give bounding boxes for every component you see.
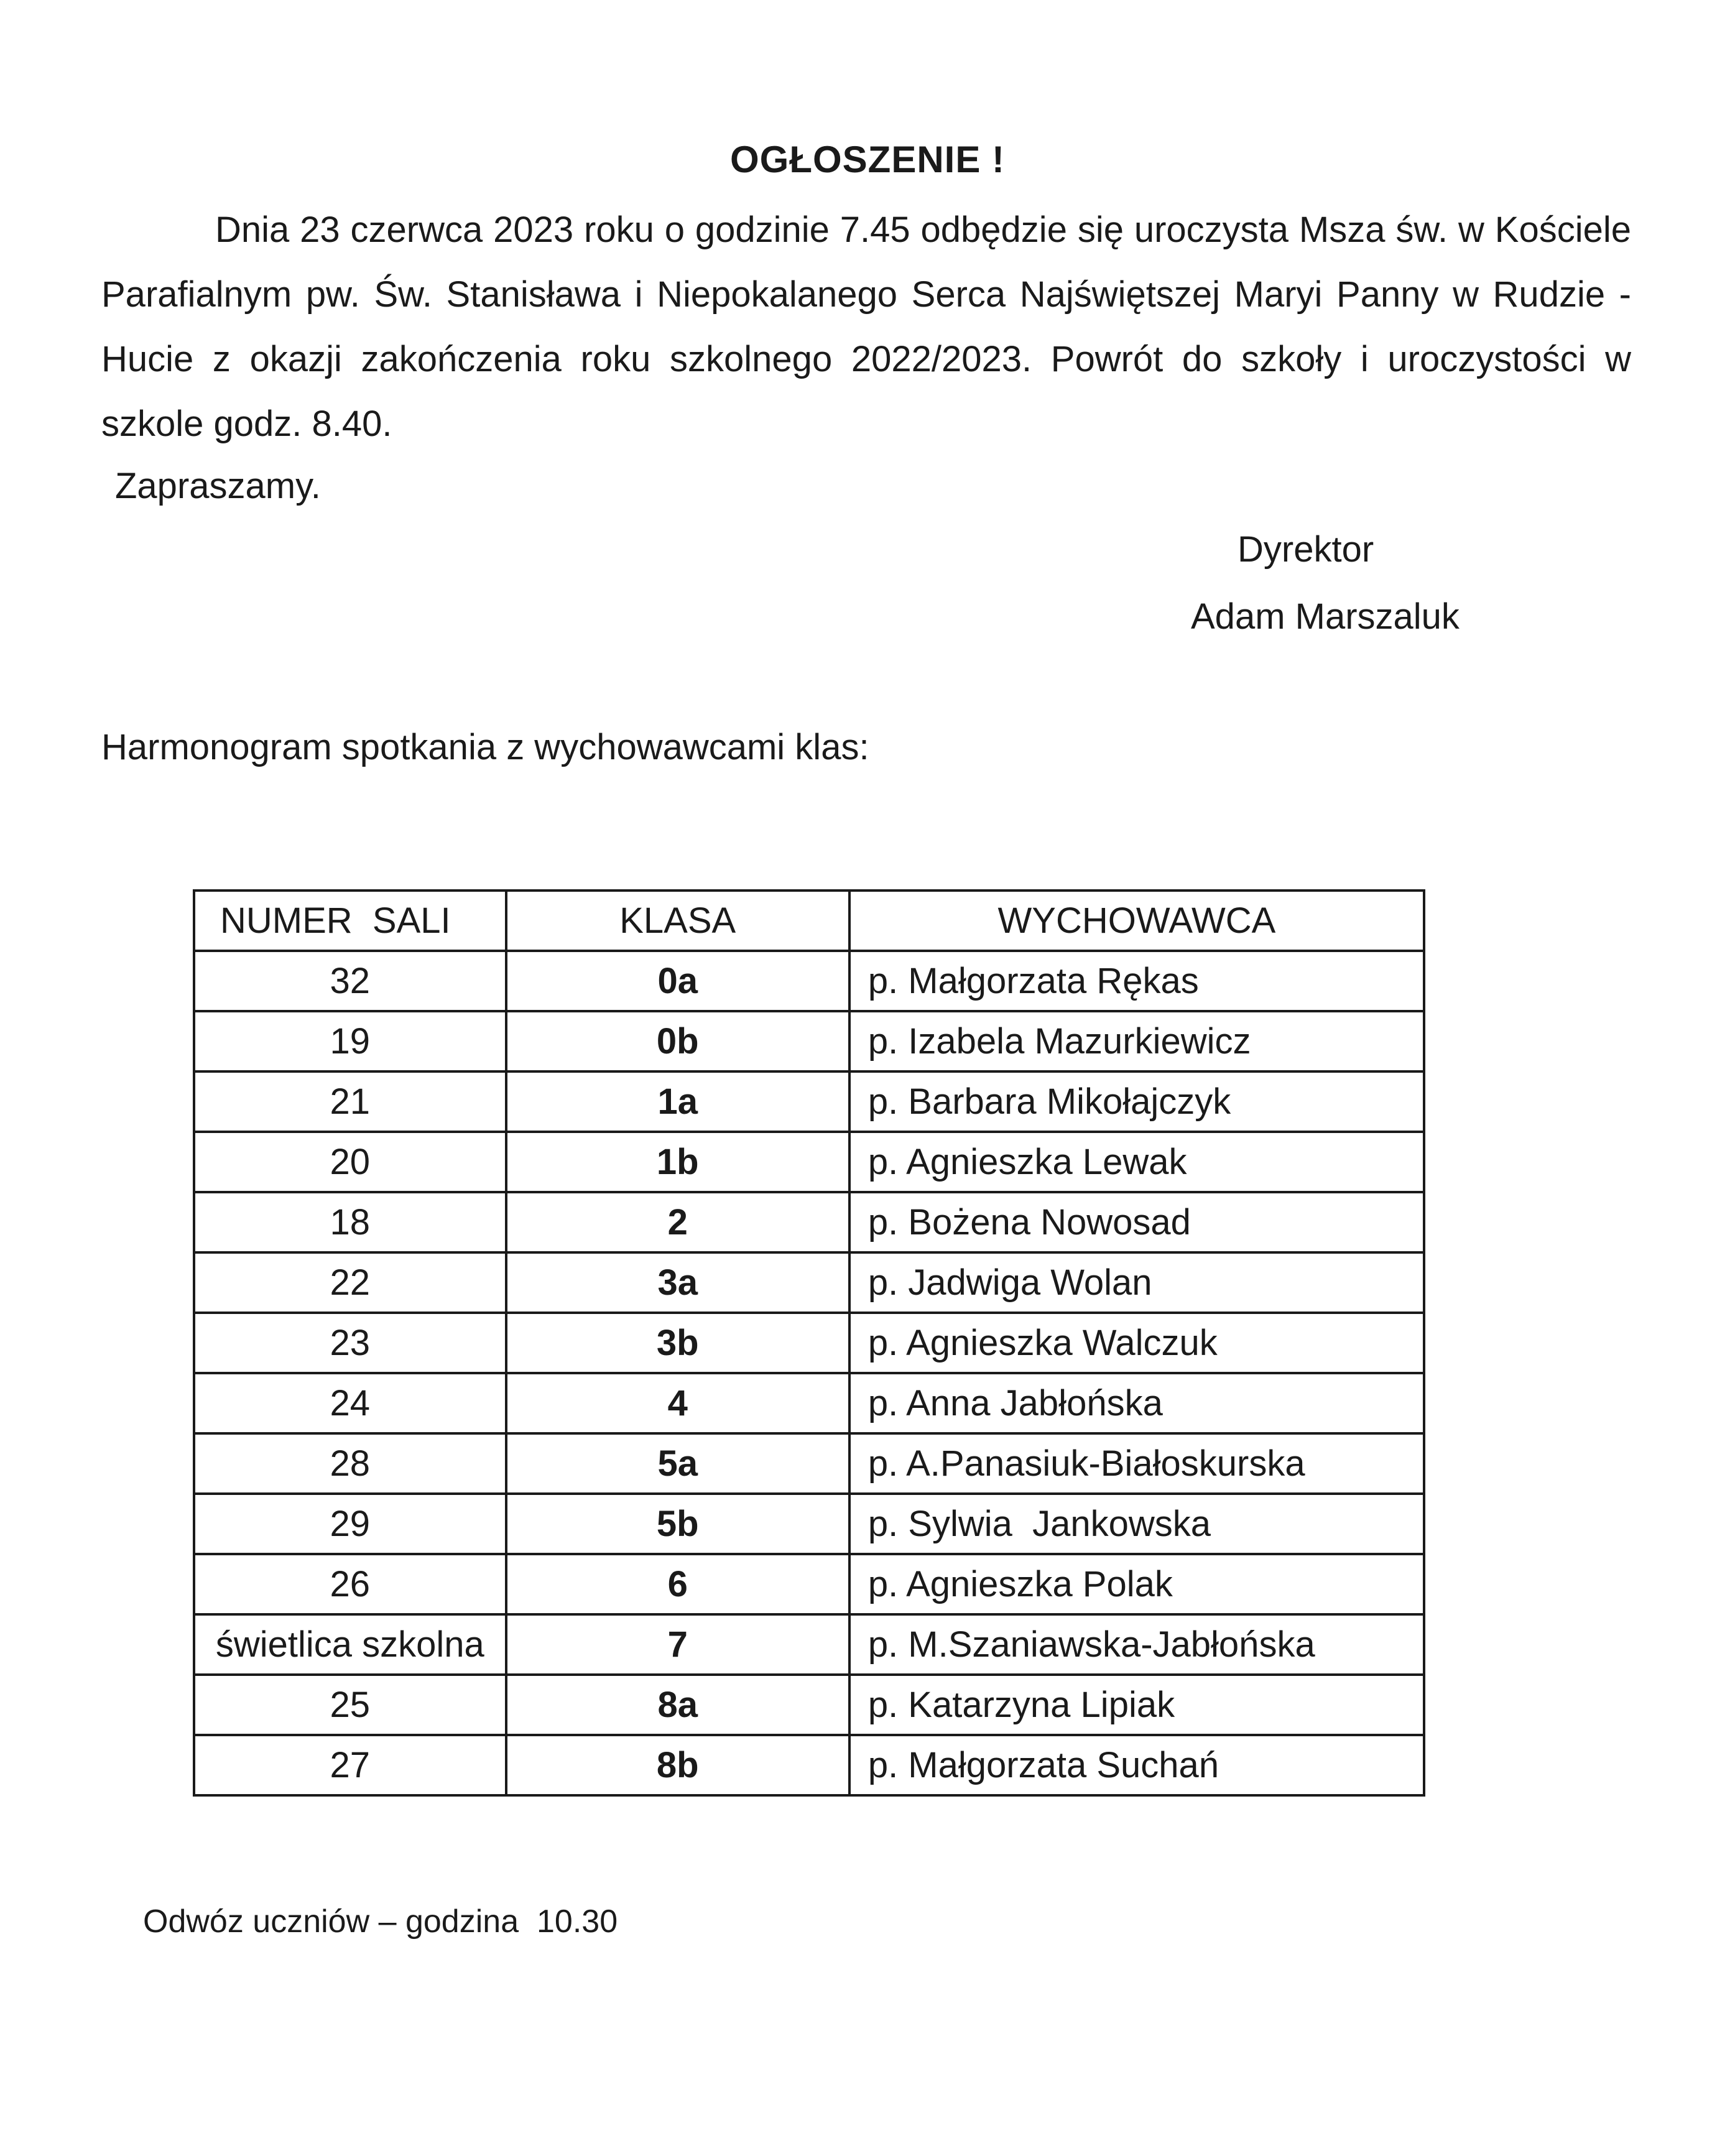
- teacher-cell: p. Sylwia Jankowska: [849, 1494, 1424, 1554]
- teacher-cell: p. Izabela Mazurkiewicz: [849, 1011, 1424, 1071]
- teacher-cell: p. Jadwiga Wolan: [849, 1252, 1424, 1313]
- teacher-cell: p. Bożena Nowosad: [849, 1192, 1424, 1252]
- teacher-cell: p. A.Panasiuk-Białoskurska: [849, 1433, 1424, 1494]
- table-row: [194, 1554, 1424, 1614]
- table-row: [194, 951, 1424, 1011]
- teacher-cell: p. Małgorzata Suchań: [849, 1735, 1424, 1795]
- room-cell: 22: [194, 1252, 506, 1313]
- signature-role: Dyrektor: [1238, 529, 1374, 570]
- teacher-cell: p. Katarzyna Lipiak: [849, 1675, 1424, 1735]
- table-row: [194, 1735, 1424, 1795]
- teacher-cell: p. M.Szaniawska-Jabłońska: [849, 1614, 1424, 1675]
- table-header-row: [194, 891, 1424, 951]
- announcement-body: Dnia 23 czerwca 2023 roku o godzinie 7.45 odbędzie się uroczysta Msza św. w Kościele Parafialnym pw. Św. Stanisława i Niepokalanego Serca Najświętszej Maryi Panny w Rudzie - Hucie z okazji zakończenia roku szkolnego 2022/2023. Powrót do szkoły i uroczystości w szkole godz. 8.40.: [101, 210, 1631, 444]
- column-header-teacher: WYCHOWAWCA: [849, 891, 1424, 951]
- teacher-cell: p. Barbara Mikołajczyk: [849, 1071, 1424, 1132]
- column-header-class: KLASA: [506, 891, 849, 951]
- teacher-cell: p. Agnieszka Lewak: [849, 1132, 1424, 1192]
- class-cell: 1b: [506, 1132, 849, 1192]
- class-cell: 5b: [506, 1494, 849, 1554]
- teacher-cell: p. Agnieszka Polak: [849, 1554, 1424, 1614]
- class-cell: 4: [506, 1373, 849, 1433]
- room-cell: 19: [194, 1011, 506, 1071]
- schedule-table: [193, 889, 1425, 1797]
- table-row: [194, 1313, 1424, 1373]
- room-cell: 29: [194, 1494, 506, 1554]
- schedule-heading: Harmonogram spotkania z wychowawcami klas:: [101, 727, 869, 767]
- room-cell: 26: [194, 1554, 506, 1614]
- table-row: [194, 1192, 1424, 1252]
- teacher-cell: p. Małgorzata Rękas: [849, 951, 1424, 1011]
- room-cell: 18: [194, 1192, 506, 1252]
- room-cell: 32: [194, 951, 506, 1011]
- class-cell: 7: [506, 1614, 849, 1675]
- room-cell: 21: [194, 1071, 506, 1132]
- room-cell: 20: [194, 1132, 506, 1192]
- class-cell: 3a: [506, 1252, 849, 1313]
- class-cell: 8b: [506, 1735, 849, 1795]
- table-row: [194, 1252, 1424, 1313]
- class-cell: 3b: [506, 1313, 849, 1373]
- class-cell: 1a: [506, 1071, 849, 1132]
- column-header-room: NUMER SALI: [194, 891, 506, 951]
- signature-name: Adam Marszaluk: [1191, 596, 1460, 637]
- class-cell: 6: [506, 1554, 849, 1614]
- table-row: [194, 1071, 1424, 1132]
- pickup-time-note: Odwóz uczniów – godzina 10.30: [143, 1904, 618, 1940]
- room-cell: 27: [194, 1735, 506, 1795]
- table-row: [194, 1132, 1424, 1192]
- class-cell: 8a: [506, 1675, 849, 1735]
- room-cell: 24: [194, 1373, 506, 1433]
- table-row: [194, 1494, 1424, 1554]
- class-cell: 0b: [506, 1011, 849, 1071]
- announcement-title: OGŁOSZENIE !: [729, 139, 1006, 180]
- table-row: [194, 1433, 1424, 1494]
- invitation-text: Zapraszamy.: [115, 466, 321, 506]
- room-cell: 23: [194, 1313, 506, 1373]
- room-cell: świetlica szkolna: [194, 1614, 506, 1675]
- teacher-cell: p. Agnieszka Walczuk: [849, 1313, 1424, 1373]
- table-row: [194, 1675, 1424, 1735]
- class-cell: 5a: [506, 1433, 849, 1494]
- class-cell: 2: [506, 1192, 849, 1252]
- table-row: [194, 1011, 1424, 1071]
- room-cell: 25: [194, 1675, 506, 1735]
- teacher-cell: p. Anna Jabłońska: [849, 1373, 1424, 1433]
- room-cell: 28: [194, 1433, 506, 1494]
- table-row: [194, 1373, 1424, 1433]
- table-row: [194, 1614, 1424, 1675]
- class-cell: 0a: [506, 951, 849, 1011]
